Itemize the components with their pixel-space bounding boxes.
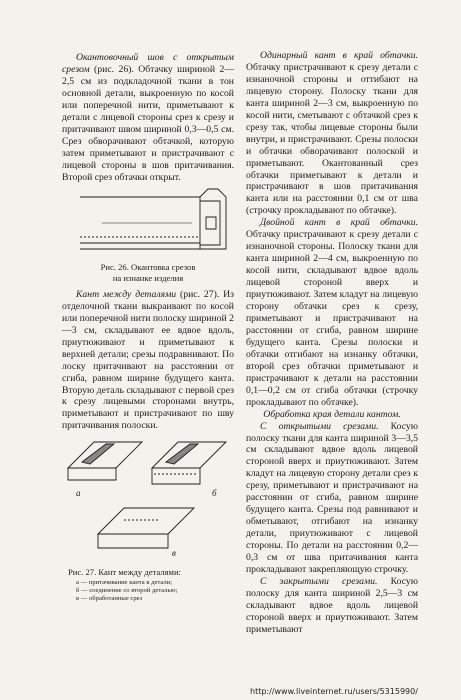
- heading-odinarny-kant: Одинарный кант в край обтачки.: [260, 50, 418, 61]
- text-dvoinoy-kant: Обтачку пристрачивают к срезу детали с изнаночной стороны. Полоску ткани для канта шириной 2—4 см, выкроенную по косой нити, складывают вдвое вдоль лицевой стороной вверх и приутюживают. Затем кладут на лицевую сторону обтачки срез к срезу, приметывают и пристрачивают на расстоянии от сгиба, равном ширине будущего канта. Срезы полоски и обтачки отгибают на изнанку обтачки, второй срез обтачки приметывают и пристрачивают к детали на расстоянии 0,1—0,2 см от сгиба обтачки (строчку прокладывают по обтачке).: [246, 229, 418, 408]
- heading-zakrytye-srezy: С закрытыми срезами.: [260, 575, 378, 587]
- term-okantovochny: Окантовочный шов с открытым срезом: [62, 52, 234, 75]
- paragraph-dvoinoy-kant: [246, 217, 418, 408]
- paragraph-okantovochny-shov: [62, 52, 234, 183]
- fig27a-bottom-piece: [68, 468, 116, 480]
- fig27-label-a: а: [76, 488, 81, 499]
- text-otkrytye-srezy: Косую полоску ткани для канта шириной 3—3,5 см складывают вдвое вдоль лицевой стороной вверх и приутюживают. Затем кладут на лицевую сторону детали срез к срезу, приметывают и пристрачивают на расстоянии от сгиба, равном ширине будущего канта. Срезы под равнивают и обметывают, отгибают на изнанку детали, приутюживают с лицевой стороны. По детали на расстоянии 0,2—0,3 см от шва притачивания канта прокладывают закрепляющую строчку.: [246, 420, 418, 575]
- fig27b-bottom-piece: [152, 468, 200, 484]
- paragraph-kant-mezhdu-detalyami: [62, 289, 234, 432]
- left-column: [62, 52, 234, 603]
- term-kant-mezhdu: Кант между деталями: [76, 288, 177, 300]
- paragraph-otkrytye-srezy: [246, 421, 418, 576]
- figure-26-caption: [62, 262, 234, 282]
- right-column: [246, 50, 418, 636]
- legend-v: в — обработанные срез: [76, 594, 143, 602]
- figure-26-caption-line1: Рис. 26. Окантовка срезов: [100, 262, 196, 273]
- figure-27-caption: Рис. 27. Кант между деталями:: [68, 567, 181, 578]
- fig26-binding: [200, 201, 220, 245]
- paragraph-zakrytye-srezy: [246, 576, 418, 636]
- figure-27: [62, 438, 234, 564]
- fig26-garment-outline: [80, 189, 226, 249]
- fig27v-bottom-piece: [98, 534, 168, 548]
- footer-url: http://www.liveinternet.ru/users/5315990/: [250, 687, 418, 696]
- figure-26: [62, 183, 234, 259]
- heading-dvoinoy-kant: Двойной кант в край обтачки.: [260, 217, 418, 229]
- text-okantovochny: Обтачку шириной 2—2,5 см из подкладочной ткани в тон основной детали, выкроенную по косой или поперечной нити, приметывают к детали с лицевой стороны срез к срезу и притачивают швом шириной 0,3—0,5 см. Срез обворачивают обтачкой, которую затем приметывают и пристрачивают с лицевой стороны в шов притачивания. Второй срез обтачки открыт.: [62, 63, 235, 183]
- fig26-inset: [206, 217, 216, 229]
- fig-ref-27: (рис. 27).: [176, 288, 220, 300]
- text-odinarny-kant: Обтачку пристрачивают к срезу детали с изнаночной стороны и оттибают на лицевую сторону. Полоску ткани для канта шириной 2—3 см, выкроенную по косой нити, сметывают с обтачкой срез к срезу так, чтобы лицевые стороны были внутри, и пристрачивают. Срезы полоски и обтачки обворачивают полоской и приметывают. Окантованный срез обтачки приметывают к детали и пристрачивают в шов притачивания канта или на расстоянии 0,1 см от шва (строчку прокладывают по обтачке).: [246, 61, 418, 217]
- legend-a: а — притачивание канта к детали;: [76, 578, 173, 586]
- fig27b-piping: [166, 444, 198, 464]
- fig-ref-26: (рис. 26).: [89, 63, 134, 75]
- fig27v-top-piece: [98, 508, 194, 534]
- text-zakrytye-srezy: Косую полоску для канта шириной 2,5—3 см складывают вдвое вдоль лицевой стороной вверх и приутюживают. Затем приметывают: [246, 575, 418, 635]
- legend-b: б — соединение со второй деталью;: [76, 586, 178, 594]
- figure-26-caption-line2: на изнанке изделия: [112, 272, 184, 283]
- text-kant-mezhdu: Из отделочной ткани выкраивают по косой или поперечной нити полоску шириной 2—3 см, складывают ее вдвое вдоль, приутюживают и приметывают к верхней детали; срезы подравнивают. По лоску притачивают на расстоянии от сгиба, равном ширине будущего канта. Вторую деталь складывают с первой срез к срезу лицевыми сторонами внутрь, приметывают и пристрачивают по шву притачивания полоски.: [62, 288, 234, 432]
- fig27a-piping: [82, 444, 114, 464]
- fig27-label-b: б: [212, 488, 217, 499]
- paragraph-odinarny-kant: [246, 50, 418, 217]
- fig27-label-v: в: [172, 548, 176, 559]
- heading-obrabotka-kantom: Обработка края детали кантом.: [263, 408, 401, 420]
- heading-otkrytye-srezy: С открытыми срезами.: [260, 420, 379, 432]
- figure-27-legend: [76, 579, 234, 603]
